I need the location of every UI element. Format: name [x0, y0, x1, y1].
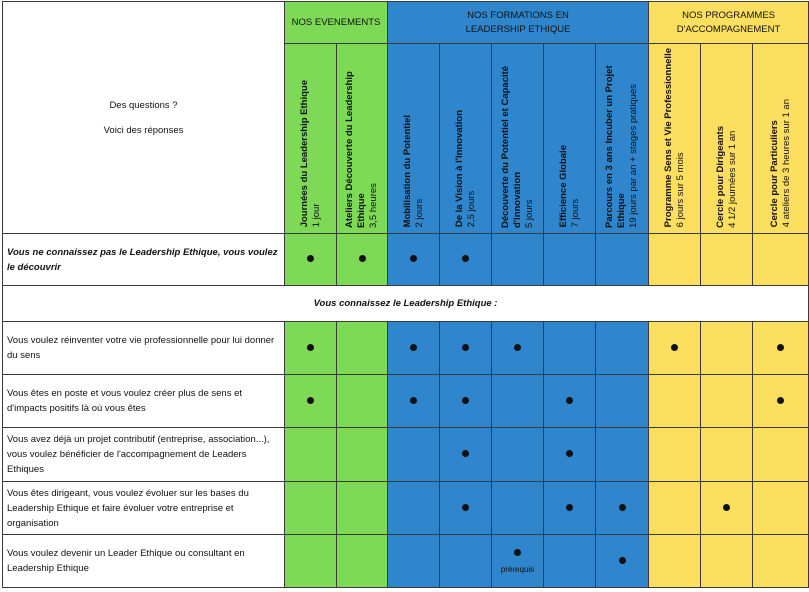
question-cell: Vous avez déjà un projet contributif (entreprise, association...), vous voulez bénéficier de l'accompagnement de Leaders Ethiques: [3, 428, 285, 482]
mark-cell: [649, 482, 701, 535]
prerequis-note: prérequis: [500, 565, 535, 574]
table-row: [3, 234, 809, 286]
mark-cell: [649, 234, 701, 286]
bullet-dot: [514, 549, 521, 556]
table-row: [3, 535, 809, 588]
mark-cell: [596, 234, 649, 286]
mark-cell: [649, 375, 701, 428]
column-header: [649, 44, 701, 234]
mark-cell: [753, 482, 809, 535]
column-name: Journées du Leadership Ethique: [298, 80, 310, 228]
mark-cell: [388, 482, 440, 535]
column-duration: 7 jours: [569, 198, 581, 228]
group-header-programmes: [649, 2, 809, 44]
mark-cell: [544, 482, 596, 535]
mark-cell: [753, 428, 809, 482]
mark-cell: [596, 322, 649, 375]
mark-cell: [285, 375, 337, 428]
column-duration: 4 1/2 journées sur 1 an: [726, 130, 738, 228]
mark-cell: [596, 535, 649, 588]
bullet-dot: [307, 344, 314, 351]
bullet-dot: [566, 504, 573, 511]
column-duration: 1 jour: [310, 203, 322, 228]
column-name: Découverte du Potentiel et Capacité d'Innovation: [499, 65, 523, 228]
bullet-dot: [566, 450, 573, 457]
title-line-2: Voici des réponses: [103, 124, 184, 136]
column-name: Cercle pour Dirigeants: [714, 125, 726, 228]
mark-cell: [544, 535, 596, 588]
group-label-2: D'ACCOMPAGNEMENT: [676, 23, 781, 35]
question-cell: Vous êtes dirigeant, vous voulez évoluer sur les bases du Leadership Ethique et faire évoluer votre entreprise et organisation: [3, 482, 285, 535]
title-line-1: Des questions ?: [109, 99, 178, 111]
column-name: Ateliers Découverte du Leadership Ethique: [344, 70, 367, 228]
column-duration: 19 jours par an + stages pratiques: [628, 83, 640, 228]
group-header-evenements: [285, 2, 388, 44]
mark-cell: [544, 428, 596, 482]
mark-cell: [492, 322, 544, 375]
mark-cell: [388, 428, 440, 482]
mark-cell: [388, 322, 440, 375]
column-duration: 6 jours sur 5 mois: [674, 152, 686, 228]
mark-cell: [337, 482, 388, 535]
mark-cell: [285, 535, 337, 588]
column-name: Mobilisation du Potentiel: [401, 115, 413, 228]
bullet-dot: [307, 255, 314, 262]
column-header: [388, 44, 440, 234]
mark-cell: [388, 535, 440, 588]
mark-cell: [440, 322, 492, 375]
column-duration: 2,5 jours: [465, 191, 477, 228]
question-cell: Vous voulez réinventer votre vie professionnelle pour lui donner du sens: [3, 322, 285, 375]
column-name: Efficience Globale: [557, 145, 569, 228]
group-label: NOS FORMATIONS EN: [467, 9, 569, 21]
mark-cell: [596, 375, 649, 428]
question-cell: Vous êtes en poste et vous voulez créer plus de sens et d'impacts positifs là où vous êtes: [3, 375, 285, 428]
mark-cell: [440, 482, 492, 535]
mark-cell: [492, 482, 544, 535]
mark-cell: [649, 428, 701, 482]
column-header: [492, 44, 544, 234]
mark-cell: [337, 428, 388, 482]
table-row: [3, 428, 809, 482]
table-row: [3, 322, 809, 375]
bullet-dot: [359, 255, 366, 262]
mark-cell: [753, 535, 809, 588]
mark-cell: [544, 322, 596, 375]
column-header: [544, 44, 596, 234]
column-header: [440, 44, 492, 234]
column-name: De la Vision à l'Innovation: [453, 110, 465, 228]
mark-cell: [492, 535, 544, 588]
mark-cell: [649, 535, 701, 588]
mark-cell: [544, 234, 596, 286]
mark-cell: [337, 322, 388, 375]
column-duration: 4 ateliers de 3 heures sur 1 an: [780, 99, 792, 228]
bullet-dot: [723, 504, 730, 511]
bullet-dot: [462, 255, 469, 262]
mark-cell: [388, 375, 440, 428]
column-duration: 3,5 heures: [368, 182, 379, 228]
bullet-dot: [462, 504, 469, 511]
mark-cell: [701, 322, 753, 375]
mark-cell: [753, 234, 809, 286]
mark-cell: [388, 234, 440, 286]
bullet-dot: [410, 344, 417, 351]
mark-cell: [492, 375, 544, 428]
mark-cell: [544, 375, 596, 428]
column-header: [337, 44, 388, 234]
bullet-dot: [410, 397, 417, 404]
column-name: Parcours en 3 ans Incuber un Projet Ethique: [604, 64, 628, 228]
question-cell: Vous voulez devenir un Leader Ethique ou consultant en Leadership Ethique: [3, 535, 285, 588]
group-label-2: LEADERSHIP ETHIQUE: [465, 23, 571, 35]
mark-cell: [337, 375, 388, 428]
bullet-dot: [671, 344, 678, 351]
column-header: [285, 44, 337, 234]
bullet-dot: [410, 255, 417, 262]
mark-cell: [440, 375, 492, 428]
mark-cell: [753, 322, 809, 375]
mark-cell: [440, 535, 492, 588]
section-heading: Vous connaissez le Leadership Ethique :: [3, 286, 809, 322]
section-row: [3, 286, 809, 322]
bullet-dot: [307, 397, 314, 404]
bullet-dot: [462, 397, 469, 404]
group-label: NOS EVENEMENTS: [291, 16, 381, 28]
column-header: [701, 44, 753, 234]
mark-cell: [337, 234, 388, 286]
group-label: NOS PROGRAMMES: [682, 9, 775, 21]
column-name: Programme Sens et Vie Professionnelle: [662, 48, 674, 228]
mark-cell: [649, 322, 701, 375]
bullet-dot: [566, 397, 573, 404]
table-row: [3, 375, 809, 428]
column-name: Cercle pour Particuliers: [768, 120, 780, 228]
mark-cell: [440, 234, 492, 286]
mark-cell: [285, 322, 337, 375]
mark-cell: [492, 234, 544, 286]
table-row: [3, 482, 809, 535]
column-duration: 5 jours: [523, 198, 535, 228]
bullet-dot: [619, 557, 626, 564]
mark-cell: [701, 234, 753, 286]
page-title: [3, 2, 285, 234]
column-header: [753, 44, 809, 234]
bullet-dot: [462, 344, 469, 351]
bullet-dot: [777, 397, 784, 404]
mark-cell: [701, 428, 753, 482]
mark-cell: [701, 482, 753, 535]
column-duration: 2 jours: [413, 198, 425, 228]
offer-matrix: [2, 1, 809, 588]
bullet-dot: [777, 344, 784, 351]
mark-cell: [440, 428, 492, 482]
mark-cell: [596, 428, 649, 482]
question-cell: Vous ne connaissez pas le Leadership Ethique, vous voulez le découvrir: [3, 234, 285, 286]
mark-cell: [753, 375, 809, 428]
mark-cell: [285, 482, 337, 535]
mark-cell: [596, 482, 649, 535]
mark-cell: [701, 535, 753, 588]
group-header-formations: [388, 2, 649, 44]
bullet-dot: [514, 344, 521, 351]
column-header: [596, 44, 649, 234]
mark-cell: [701, 375, 753, 428]
mark-cell: [285, 234, 337, 286]
mark-cell: [492, 428, 544, 482]
mark-cell: [285, 428, 337, 482]
mark-cell: [337, 535, 388, 588]
bullet-dot: [619, 504, 626, 511]
bullet-dot: [462, 450, 469, 457]
